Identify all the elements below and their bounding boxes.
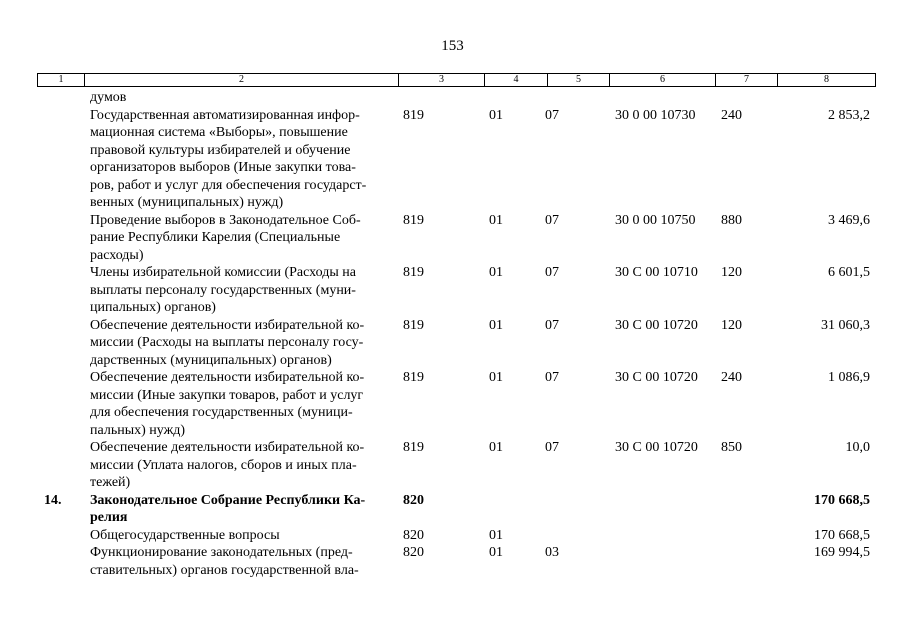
section-code: 01	[489, 545, 503, 560]
row-name-line: ставительных) органов государственной вла-	[90, 562, 359, 578]
amount: 170 668,5	[814, 527, 870, 543]
row-name-line: Функционирование законодательных (пред-	[90, 545, 353, 560]
row-name-line: Обеспечение деятельности избирательной ко-	[90, 440, 365, 455]
amount: 3 469,6	[828, 212, 870, 228]
column-header-2: 2	[85, 74, 399, 86]
amount: 169 994,5	[814, 545, 870, 560]
row-name-line: для обеспечения государственных (муници-	[90, 405, 353, 420]
row-name-line: Государственная автоматизированная инфор-	[90, 107, 360, 123]
row-name-line: дарственных (муниципальных) органов)	[90, 352, 332, 368]
ministry-code: 819	[403, 265, 424, 280]
subsection-code: 07	[545, 265, 559, 280]
row-name	[90, 107, 395, 212]
table-header	[37, 73, 876, 87]
row-name	[90, 544, 395, 579]
column-header-1: 1	[38, 74, 85, 86]
section-code: 01	[489, 212, 503, 228]
section-code: 01	[489, 440, 503, 455]
row-name	[90, 264, 395, 317]
row-name-line: венных (муниципальных) нужд)	[90, 195, 284, 210]
row-name-line: пальных) нужд)	[90, 422, 186, 438]
amount: 1 086,9	[828, 370, 870, 385]
target-article-code: 30 С 00 10710	[615, 265, 698, 280]
ministry-code: 820	[403, 492, 424, 508]
subsection-code: 07	[545, 440, 559, 455]
row-name	[90, 492, 395, 527]
row-name	[90, 527, 395, 545]
row-number: 14.	[44, 492, 62, 508]
ministry-code: 819	[403, 370, 424, 385]
row-name-line: Проведение выборов в Законодательное Соб-	[90, 212, 361, 228]
row-name-line: Общегосударственные вопросы	[90, 527, 280, 543]
row-name-line: тежей)	[90, 475, 131, 490]
ministry-code: 820	[403, 527, 424, 543]
section-code: 01	[489, 107, 503, 123]
amount: 6 601,5	[828, 265, 870, 280]
row-name-line: ров, работ и услуг для обеспечения государст-	[90, 177, 367, 193]
row-name-line: Члены избирательной комиссии (Расходы на	[90, 265, 356, 280]
row-name	[90, 317, 395, 370]
section-code: 01	[489, 265, 503, 280]
column-header-6: 6	[610, 74, 716, 86]
ministry-code: 819	[403, 107, 424, 123]
column-header-3: 3	[399, 74, 485, 86]
page-number: 153	[441, 38, 464, 54]
target-article-code: 30 С 00 10720	[615, 440, 698, 455]
row-name-line: ципальных) органов)	[90, 300, 216, 315]
target-article-code: 30 0 00 10750	[615, 212, 696, 228]
row-name-line: миссии (Расходы на выплаты персоналу госу-	[90, 335, 364, 350]
expense-type-code: 880	[721, 212, 742, 228]
row-name-line: организаторов выборов (Иные закупки това-	[90, 160, 356, 175]
ministry-code: 819	[403, 440, 424, 455]
expense-type-code: 120	[721, 265, 742, 280]
expense-type-code: 120	[721, 317, 742, 333]
row-name-line: Обеспечение деятельности избирательной ко-	[90, 317, 365, 333]
ministry-code: 819	[403, 212, 424, 228]
row-name-line: миссии (Иные закупки товаров, работ и услуг	[90, 387, 364, 403]
target-article-code: 30 0 00 10730	[615, 107, 696, 123]
target-article-code: 30 С 00 10720	[615, 317, 698, 333]
row-name	[90, 369, 395, 439]
column-header-8: 8	[824, 74, 829, 85]
row-name-line: миссии (Уплата налогов, сборов и иных пла-	[90, 457, 357, 473]
amount: 31 060,3	[821, 317, 870, 333]
row-name-line: мационная система «Выборы», повышение	[90, 125, 348, 140]
section-code: 01	[489, 370, 503, 385]
row-name-line: Законодательное Собрание Республики Ка-	[90, 492, 366, 508]
amount: 170 668,5	[814, 492, 870, 508]
section-code: 01	[489, 527, 503, 543]
column-header-5: 5	[548, 74, 610, 86]
ministry-code: 820	[403, 545, 424, 560]
row-name-line: релия	[90, 510, 128, 525]
subsection-code: 07	[545, 317, 559, 333]
row-name-line: правовой культуры избирателей и обучение	[90, 142, 351, 158]
target-article-code: 30 С 00 10720	[615, 370, 698, 385]
amount: 10,0	[845, 440, 870, 455]
row-name-line: рание Республики Карелия (Специальные	[90, 230, 341, 245]
subsection-code: 03	[545, 545, 559, 560]
amount: 2 853,2	[828, 107, 870, 123]
section-code: 01	[489, 317, 503, 333]
expense-type-code: 240	[721, 370, 742, 385]
column-header-7: 7	[716, 74, 778, 86]
ministry-code: 819	[403, 317, 424, 333]
row-name-line: Обеспечение деятельности избирательной ко-	[90, 370, 365, 385]
row-name-line: выплаты персоналу государственных (муни-	[90, 282, 356, 298]
row-name	[90, 89, 395, 107]
subsection-code: 07	[545, 370, 559, 385]
expense-type-code: 240	[721, 107, 742, 123]
expense-type-code: 850	[721, 440, 742, 455]
row-name	[90, 212, 395, 265]
subsection-code: 07	[545, 212, 559, 228]
row-name	[90, 439, 395, 492]
row-name-line: думов	[90, 90, 127, 105]
row-name-line: расходы)	[90, 247, 144, 263]
subsection-code: 07	[545, 107, 559, 123]
column-header-4: 4	[485, 74, 548, 86]
